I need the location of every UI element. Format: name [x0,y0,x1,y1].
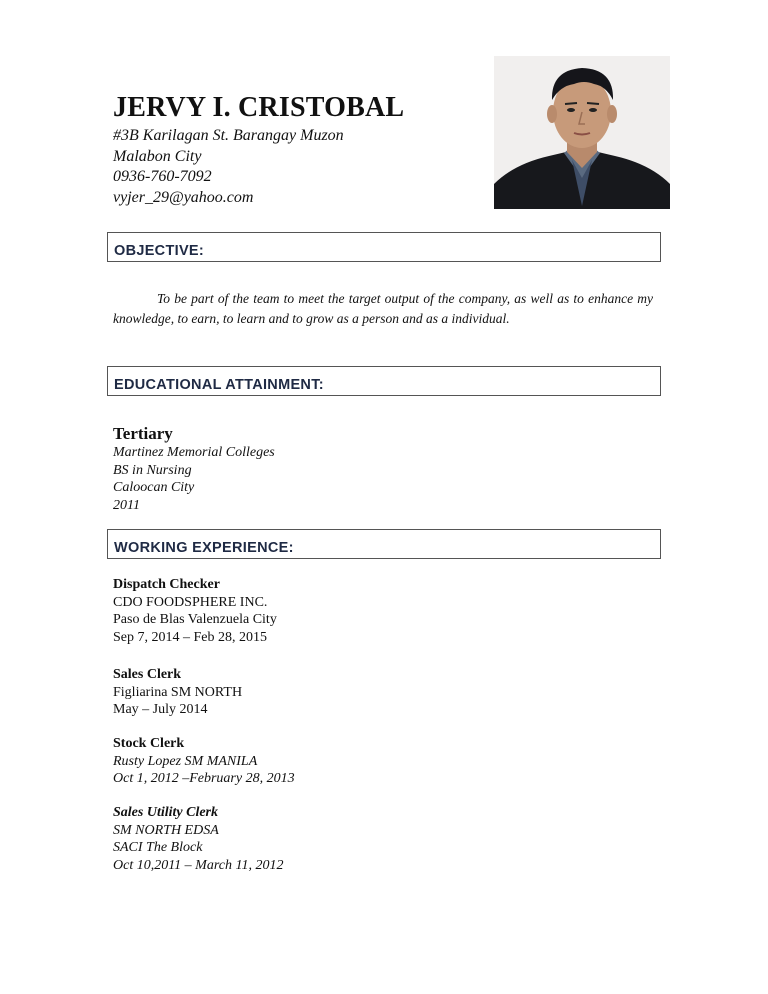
job-dates: Oct 1, 2012 –February 28, 2013 [113,771,295,786]
experience-title: WORKING EXPERIENCE: [114,540,294,556]
address-line-2: Malabon City [113,147,202,165]
experience-section-header [107,529,661,559]
email-address: vyjer_29@yahoo.com [113,188,254,206]
job-entry [113,666,242,719]
objective-title: OBJECTIVE: [114,243,205,259]
education-level: Tertiary [113,424,173,443]
graduation-year: 2011 [113,497,140,513]
applicant-name: JERVY I. CRISTOBAL [113,92,405,123]
job-title: Stock Clerk [113,736,185,751]
school-city: Caloocan City [113,480,195,495]
portrait-photo [494,56,670,209]
job-company: SM NORTH EDSA [113,822,219,838]
education-section-header [107,366,661,396]
job-entry [113,735,295,788]
objective-section-header [107,232,661,262]
school-name: Martinez Memorial Colleges [113,445,275,460]
address-line-1: #3B Karilagan St. Barangay Muzon [113,127,344,144]
job-location: SACI The Block [113,840,203,855]
phone-number: 0936-760-7092 [113,168,212,185]
job-entry [113,804,283,874]
job-dates: May – July 2014 [113,702,208,717]
job-location: Paso de Blas Valenzuela City [113,612,277,627]
job-company: Rusty Lopez SM MANILA [113,753,258,769]
job-dates: Oct 10,2011 – March 11, 2012 [113,857,284,873]
job-title: Dispatch Checker [113,577,220,592]
course-name: BS in Nursing [113,462,192,478]
job-entry [113,576,277,646]
job-title: Sales Utility Clerk [113,805,218,820]
job-company: CDO FOODSPHERE INC. [113,594,268,610]
education-details [113,444,275,514]
contact-block [113,126,344,208]
job-dates: Sep 7, 2014 – Feb 28, 2015 [113,629,267,645]
job-company: Figliarina SM NORTH [113,684,243,700]
education-title: EDUCATIONAL ATTAINMENT: [114,377,324,393]
job-title: Sales Clerk [113,667,182,682]
objective-text: To be part of the team to meet the target output of the company, as well as to enhance my knowledge, to earn, to learn and to grow as a person and as a individual. [113,291,653,326]
portrait-photo-icon [494,56,670,209]
